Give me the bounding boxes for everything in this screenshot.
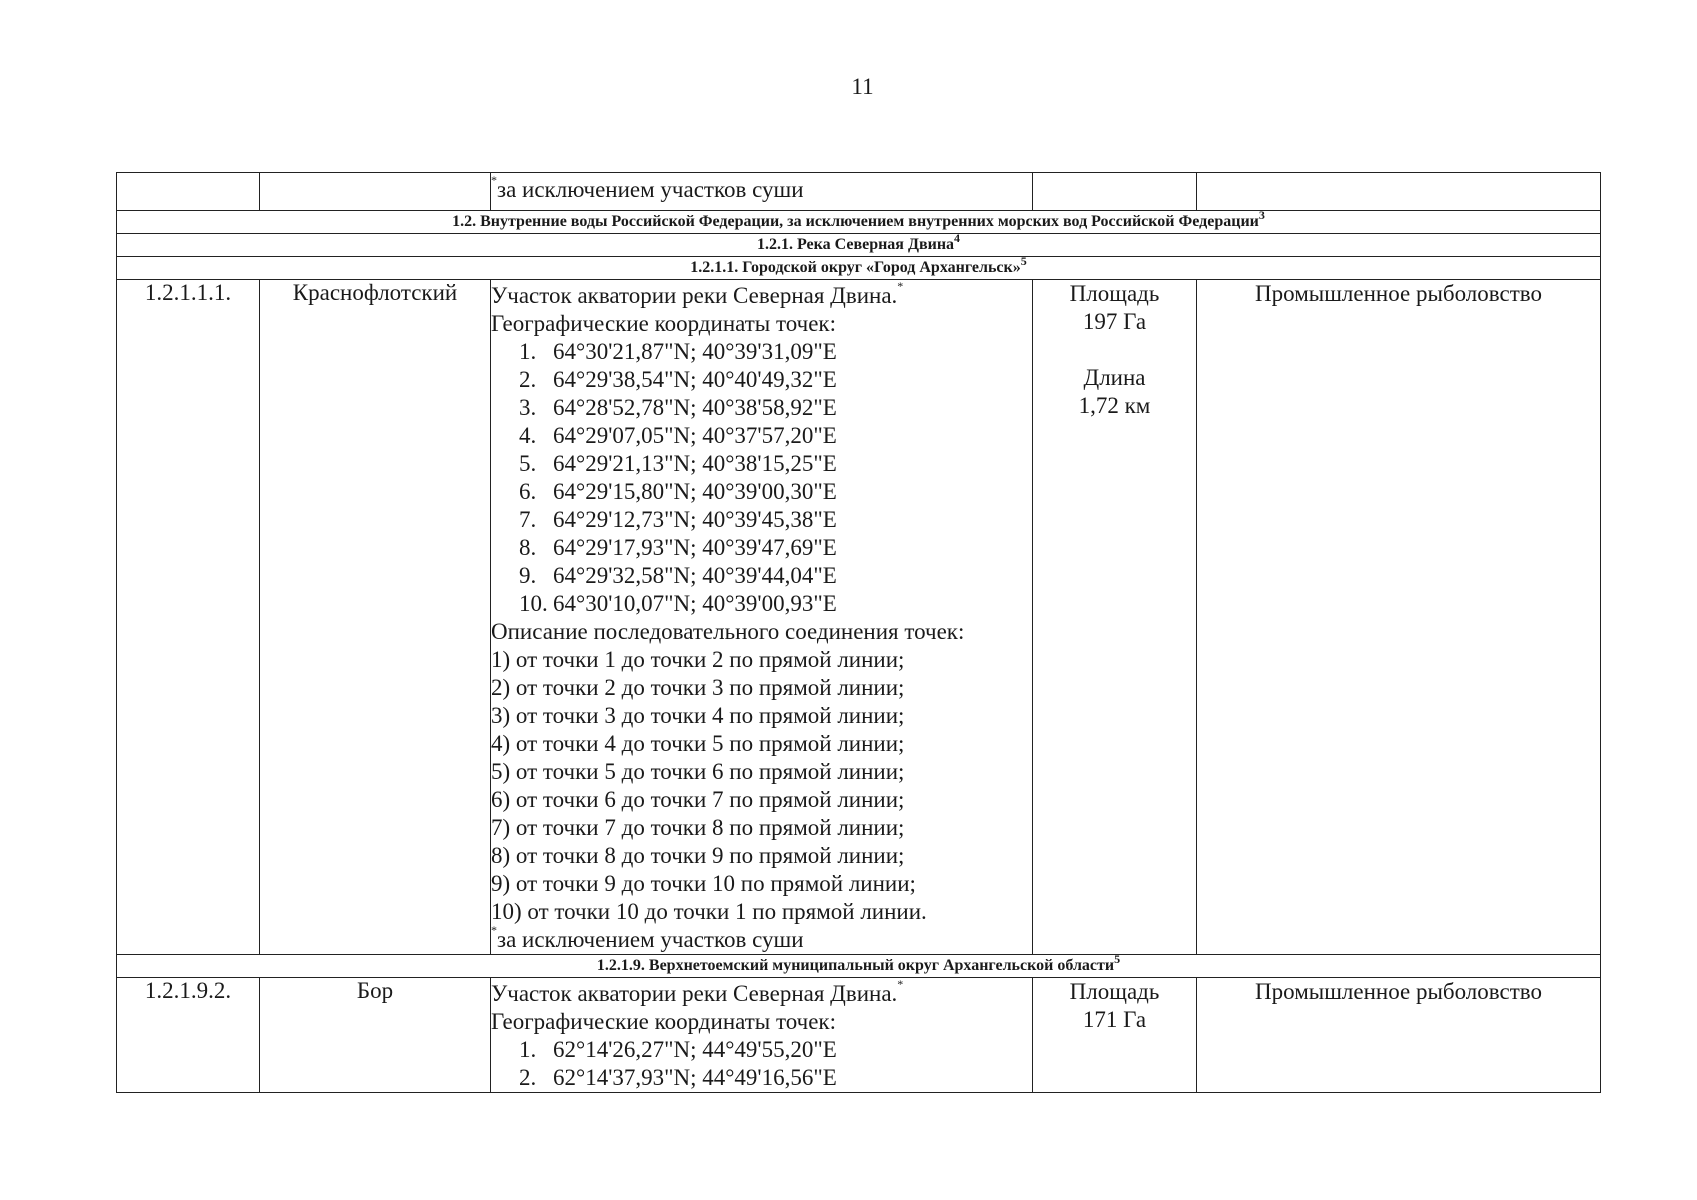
- coord-item: [491, 506, 1032, 534]
- link-item: 7) от точки 7 до точки 8 по прямой линии;: [491, 815, 905, 840]
- link-item: 5) от точки 5 до точки 6 по прямой линии;: [491, 759, 905, 784]
- entry-name: Бор: [260, 978, 491, 1093]
- coord-item: [491, 562, 1032, 590]
- coord-item: [491, 590, 1032, 618]
- coord-item: [491, 478, 1032, 506]
- link-item: 4) от точки 4 до точки 5 по прямой линии;: [491, 731, 905, 756]
- coord-value: 62°14'37,93"N; 44°49'16,56"E: [553, 1065, 837, 1090]
- link-item: 9) от точки 9 до точки 10 по прямой линии;: [491, 871, 916, 896]
- coords-label: Географические координаты точек:: [491, 1009, 836, 1034]
- link-item: 1) от точки 1 до точки 2 по прямой линии;: [491, 647, 905, 672]
- entry-usage: Промышленное рыболовство: [1197, 978, 1601, 1093]
- coord-item: [491, 1064, 1032, 1092]
- coord-item: [491, 1036, 1032, 1064]
- coord-value: 64°29'32,58"N; 40°39'44,04"E: [553, 563, 837, 588]
- link-item: 10) от точки 10 до точки 1 по прямой линии.: [491, 899, 927, 924]
- coord-value: 64°29'17,93"N; 40°39'47,69"E: [553, 535, 837, 560]
- entry-area: Площадь 171 Га: [1033, 978, 1197, 1093]
- link-item: 3) от точки 3 до точки 4 по прямой линии;: [491, 703, 905, 728]
- entry-footnote: *за исключением участков суши: [491, 923, 804, 952]
- entry-name: Краснофлотский: [260, 280, 491, 955]
- entry-intro: Участок акватории реки Северная Двина.*: [491, 279, 904, 308]
- entry-intro: Участок акватории реки Северная Двина.*: [491, 977, 904, 1006]
- coord-index: 2.: [519, 1065, 537, 1090]
- links-label: Описание последовательного соединения точек:: [491, 619, 965, 644]
- entry-description: [491, 978, 1033, 1093]
- link-item: 2) от точки 2 до точки 3 по прямой линии;: [491, 675, 905, 700]
- document-table: [116, 172, 1601, 1093]
- section-heading-1-2-1: 1.2.1. Река Северная Двина$^4$: [117, 234, 1601, 257]
- coord-value: 64°29'38,54"N; 40°40'49,32"E: [553, 367, 837, 392]
- coord-index: 8.: [519, 535, 537, 560]
- coords-list: [491, 1036, 1032, 1092]
- coord-item: [491, 422, 1032, 450]
- entry-number: 1.2.1.1.1.: [117, 280, 260, 955]
- section-heading-1-2-1-1: 1.2.1.1. Городской округ «Город Архангельск»$^5$: [117, 257, 1601, 280]
- coord-index: 5.: [519, 451, 537, 476]
- coord-value: 64°30'21,87"N; 40°39'31,09"E: [553, 339, 837, 364]
- link-item: 6) от точки 6 до точки 7 по прямой линии;: [491, 787, 905, 812]
- coord-index: 7.: [519, 507, 537, 532]
- entry-usage: Промышленное рыболовство: [1197, 280, 1601, 955]
- coord-item: [491, 450, 1032, 478]
- coord-value: 64°29'12,73"N; 40°39'45,38"E: [553, 507, 837, 532]
- coord-value: 64°29'15,80"N; 40°39'00,30"E: [553, 479, 837, 504]
- entry-number: 1.2.1.9.2.: [117, 978, 260, 1093]
- coord-value: 64°29'07,05"N; 40°37'57,20"E: [553, 423, 837, 448]
- coord-value: 64°28'52,78"N; 40°38'58,92"E: [553, 395, 837, 420]
- coord-item: [491, 338, 1032, 366]
- continuation-text: *за исключением участков суши: [491, 173, 1033, 211]
- entry-area: Площадь 197 Га Длина 1,72 км: [1033, 280, 1197, 955]
- section-heading-1-2-1-9: 1.2.1.9. Верхнетоемский муниципальный округ Архангельской области$^5$: [117, 955, 1601, 978]
- coords-label: Географические координаты точек:: [491, 311, 836, 336]
- coord-value: 62°14'26,27"N; 44°49'55,20"E: [553, 1037, 837, 1062]
- coord-item: [491, 534, 1032, 562]
- table-row: [117, 978, 1601, 1093]
- coord-item: [491, 394, 1032, 422]
- page-number: 11: [851, 74, 874, 99]
- coord-value: 64°29'21,13"N; 40°38'15,25"E: [553, 451, 837, 476]
- section-heading-1-2: 1.2. Внутренние воды Российской Федерации, за исключением внутренних морских вод Российской Федерации$^3$: [117, 211, 1601, 234]
- coord-index: 4.: [519, 423, 537, 448]
- coord-index: 1.: [519, 1037, 537, 1062]
- coord-index: 10.: [519, 591, 548, 616]
- coord-index: 3.: [519, 395, 537, 420]
- continuation-row: [117, 173, 1601, 211]
- coord-index: 6.: [519, 479, 537, 504]
- coord-index: 9.: [519, 563, 537, 588]
- coord-index: 2.: [519, 367, 537, 392]
- entry-description: [491, 280, 1033, 955]
- link-item: 8) от точки 8 до точки 9 по прямой линии;: [491, 843, 905, 868]
- table-row: [117, 280, 1601, 955]
- coord-index: 1.: [519, 339, 537, 364]
- coord-item: [491, 366, 1032, 394]
- coord-value: 64°30'10,07"N; 40°39'00,93"E: [553, 591, 837, 616]
- coords-list: [491, 338, 1032, 618]
- links-list: [491, 646, 1032, 926]
